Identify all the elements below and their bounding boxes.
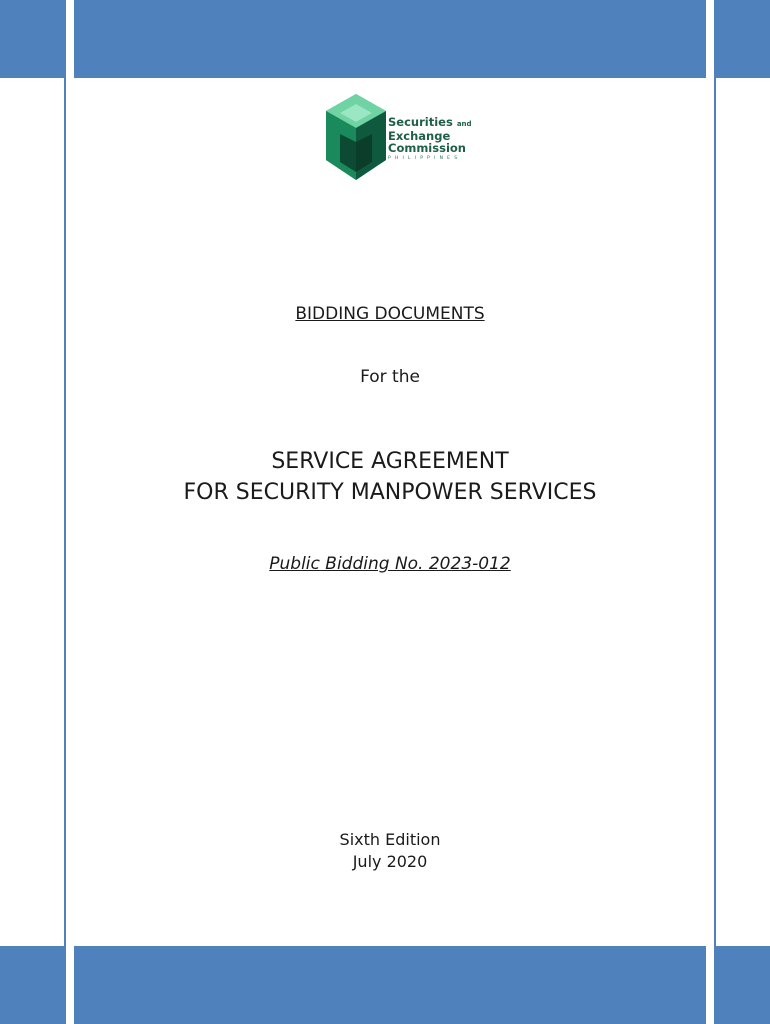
bidding-number: Public Bidding No. 2023-012: [269, 554, 511, 574]
logo-line2: Exchange: [388, 129, 451, 143]
header-band: [0, 0, 770, 78]
logo-line1: Securities: [388, 115, 453, 129]
title-line-1: SERVICE AGREEMENT: [271, 449, 509, 474]
document-title: [74, 446, 706, 508]
logo-line3: Commission: [388, 141, 466, 155]
edition-block: [74, 829, 706, 873]
edition-date: July 2020: [352, 852, 428, 871]
sec-emblem-icon: [326, 94, 386, 182]
for-the-text: For the: [360, 367, 420, 387]
logo-country: PHILIPPINES: [388, 156, 462, 161]
logo-wordmark: [388, 116, 472, 163]
footer-band: [0, 946, 770, 1024]
right-border-line: [714, 0, 716, 1024]
logo-line1-suffix: and: [456, 120, 472, 128]
sec-logo: [326, 94, 476, 182]
edition-text: Sixth Edition: [339, 830, 441, 849]
document-heading: BIDDING DOCUMENTS: [295, 304, 485, 324]
title-line-2: FOR SECURITY MANPOWER SERVICES: [183, 480, 597, 505]
left-border-line: [64, 0, 66, 1024]
